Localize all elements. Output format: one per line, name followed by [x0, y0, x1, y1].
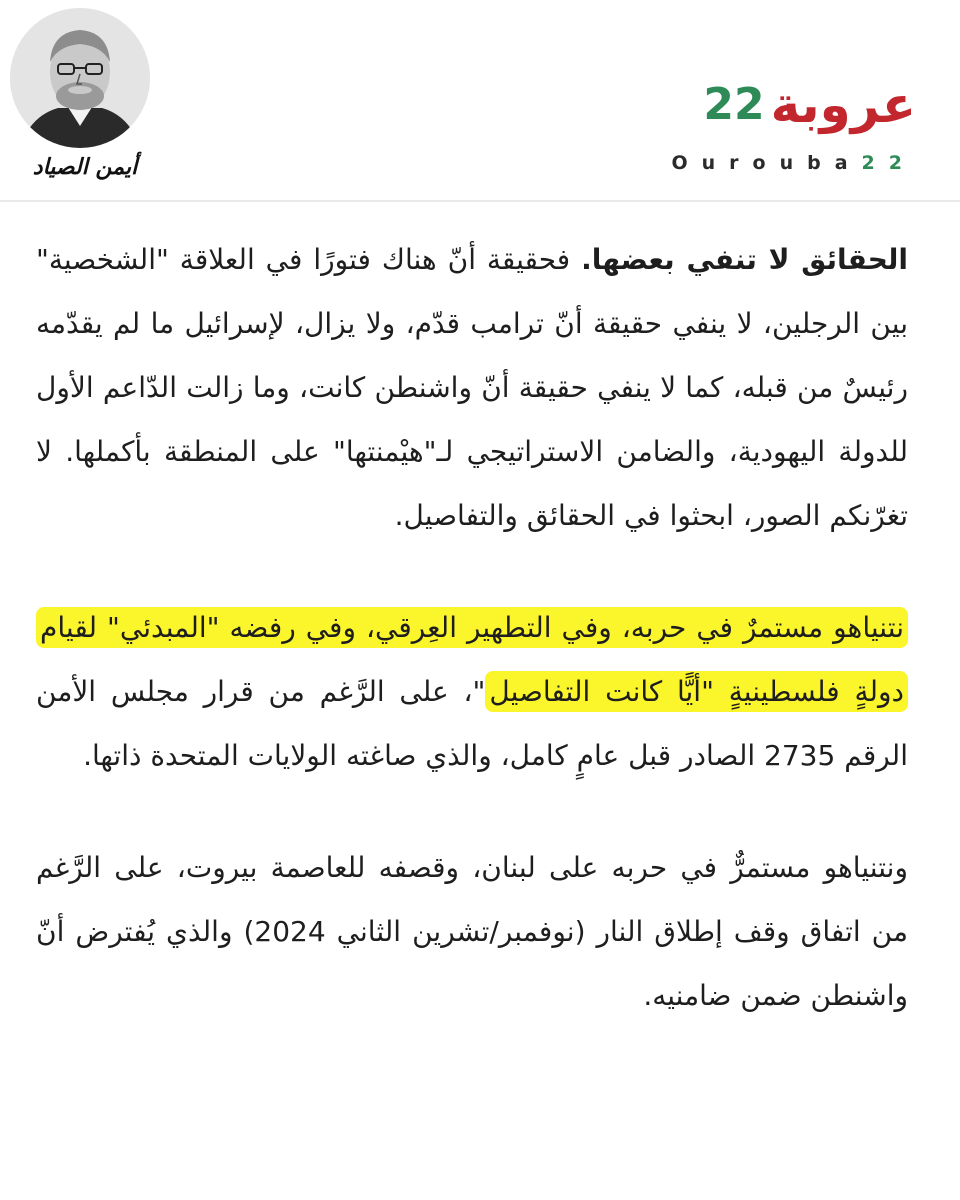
author-avatar	[10, 8, 150, 148]
site-header	[0, 0, 960, 202]
highlighted-text: نتنياهو مستمرٌ في حربه، وفي التطهير العِرقي، وفي رفضه "المبدئي" لقيام دولةٍ فلسطينيةٍ "أيًّا كانت التفاصيل	[36, 607, 908, 712]
logo-latin-wordmark	[671, 152, 916, 174]
paragraph-3: ونتنياهو مستمرٌّ في حربه على لبنان، وقصفه للعاصمة بيروت، على الرَّغم من اتفاق وقف إطلاق النار (نوفمبر/تشرين الثاني 2024) والذي يُفترض أنّ واشنطن ضمن ضامنيه.	[36, 851, 908, 1012]
paragraph-1	[36, 228, 908, 548]
author-block[interactable]	[10, 8, 160, 188]
site-logo[interactable]	[646, 72, 916, 188]
paragraph-2-text: "، على الرَّغم من قرار مجلس الأمن الرقم 2735 الصادر قبل عامٍ كامل، والذي صاغته الولايات المتحدة ذاتها.	[36, 675, 908, 772]
article-body	[36, 228, 908, 1076]
logo-latin-number: 22	[861, 152, 916, 174]
logo-latin-main: Ourouba	[671, 152, 862, 174]
logo-mark	[703, 72, 916, 138]
logo-number: 22	[703, 79, 765, 130]
author-signature: أيمن الصياد	[32, 154, 138, 180]
author-portrait-illustration	[10, 8, 150, 148]
paragraph-1-lead: الحقائق لا تنفي بعضها.	[581, 243, 908, 276]
logo-arabic-wordmark: عروبة	[770, 76, 916, 134]
paragraph-1-text: فحقيقة أنّ هناك فتورًا في العلاقة "الشخصية" بين الرجلين، لا ينفي حقيقة أنّ ترامب قدّم، ولا يزال، لإسرائيل ما لم يقدّمه رئيسٌ من قبله، كما لا ينفي حقيقة أنّ واشنطن كانت، وما زالت الدّاعم الأول للدولة اليهودية، والضامن الاستراتيجي لـ"هيْمنتها" على المنطقة بأكملها. لا تغرّنكم الصور، ابحثوا في الحقائق والتفاصيل.	[36, 243, 908, 532]
paragraph-2	[36, 596, 908, 788]
